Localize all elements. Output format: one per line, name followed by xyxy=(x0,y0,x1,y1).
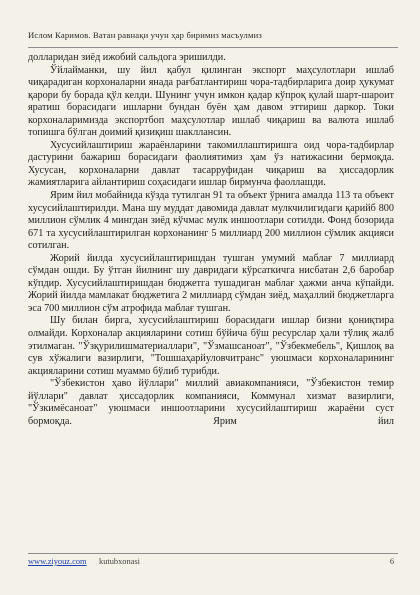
footer-library-label: kutubxonasi xyxy=(99,557,140,566)
paragraph-shortcomings: Шу билан бирга, хусусийлаштириш борасидаги ишлар бизни қониқтира олмайди. Корхоналар акцияларини сотиш бўйича бўш ресурслар ҳали тўлиқ жалб этилмаган. "Ўзқурилишматериаллари", "Ўзмашсаноат", "Ўзбекмебель", Қишлоқ ва сув хўжалиги вазирлиги, "Тошшаҳарйуловчитранс" уюшмаси корхоналарининг акцияларини сотиш муаммо бўлиб турибди. xyxy=(28,315,394,377)
running-header: Ислом Каримов. Ватан равнақи учун ҳар биримиз масъулмиз xyxy=(28,30,262,40)
header-divider xyxy=(28,47,398,48)
paragraph-airlines-railways: "Ўзбекистон ҳаво йўллари" миллий авиакомпанияси, "Ўзбекистон темир йўллари" давлат ҳиссадорлик компанияси, Коммунал хизмат вазирлиги, "Ўзкимёсаноат" уюшмаси иншоотларини хусусийлаштириш жараёни суст бормоқда. Ярим йил xyxy=(28,378,394,427)
footer-divider xyxy=(28,553,398,554)
page-number: 6 xyxy=(389,557,394,566)
paragraph-revenue: Жорий йилда хусусийлаштиришдан тушган умумий маблағ 7 миллиард сўмдан ошди. Бу ўтган йилнинг шу давридаги кўрсаткичга нисбатан 2,6 баробар кўпдир. Хусусийлаштиришдан бюджетга тушадиган маблағ ҳажми анча кўпайди. Жорий йилда мамлакат бюджетига 2 миллиард сўмдан зиёд, маҳаллий бюджетларга эса 700 миллион сўм атрофида маблағ тушган. xyxy=(28,252,394,314)
paragraph-privatization-program: Хусусийлаштириш жараёнларини такомиллаштиришга оид чора-тадбирлар дастурини бажариш борасидаги фаолиятимиз ҳам ўз натижасини бермоқда. Хусусан, корхоналарни давлат тасарруфидан чиқариш ва ҳиссадорлик жамиятларига айлантириш соҳасидаги ишлар бирмунча фаоллашди. xyxy=(28,139,394,189)
page-body xyxy=(28,52,394,428)
paragraph-continuation: долларидан зиёд ижобий сальдога эришилди. xyxy=(28,52,226,63)
footer-site-link[interactable]: www.ziyouz.com xyxy=(28,557,87,566)
paragraph-half-year-results: Ярим йил мобайнида кўзда тутилган 91 та объект ўрнига амалда 113 та объект хусусийлаштирилди. Мана шу муддат давомида давлат мулкчилигидаги қарийб 800 миллион сўмлик 4 мингдан зиёд кўчмас мулк иншоотлари сотилди. Фонд бозорида 671 та хусусийлаштирилган корхонанинг 5 миллиард 200 миллион сўмлик акцияси сотилган. xyxy=(28,190,394,252)
paragraph-export: Ўйлайманки, шу йил қабул қилинган экспорт маҳсулотлари ишлаб чиқарадиган корхоналарни янада рағбатлантириш чора-тадбирларига доир ҳукумат қарори бу борада қўл келди. Шунинг учун имкон қадар кўпроқ қулай шарт-шароит яратиш борасидаги ишларни бундан буён ҳам давом эттириш даркор. Токи корхоналаримизда экспортбоп маҳсулотлар ишлаб чиқариш ва валюта ишлаб топишга бўлган доимий қизиқиш шаклланcин. xyxy=(28,64,394,139)
